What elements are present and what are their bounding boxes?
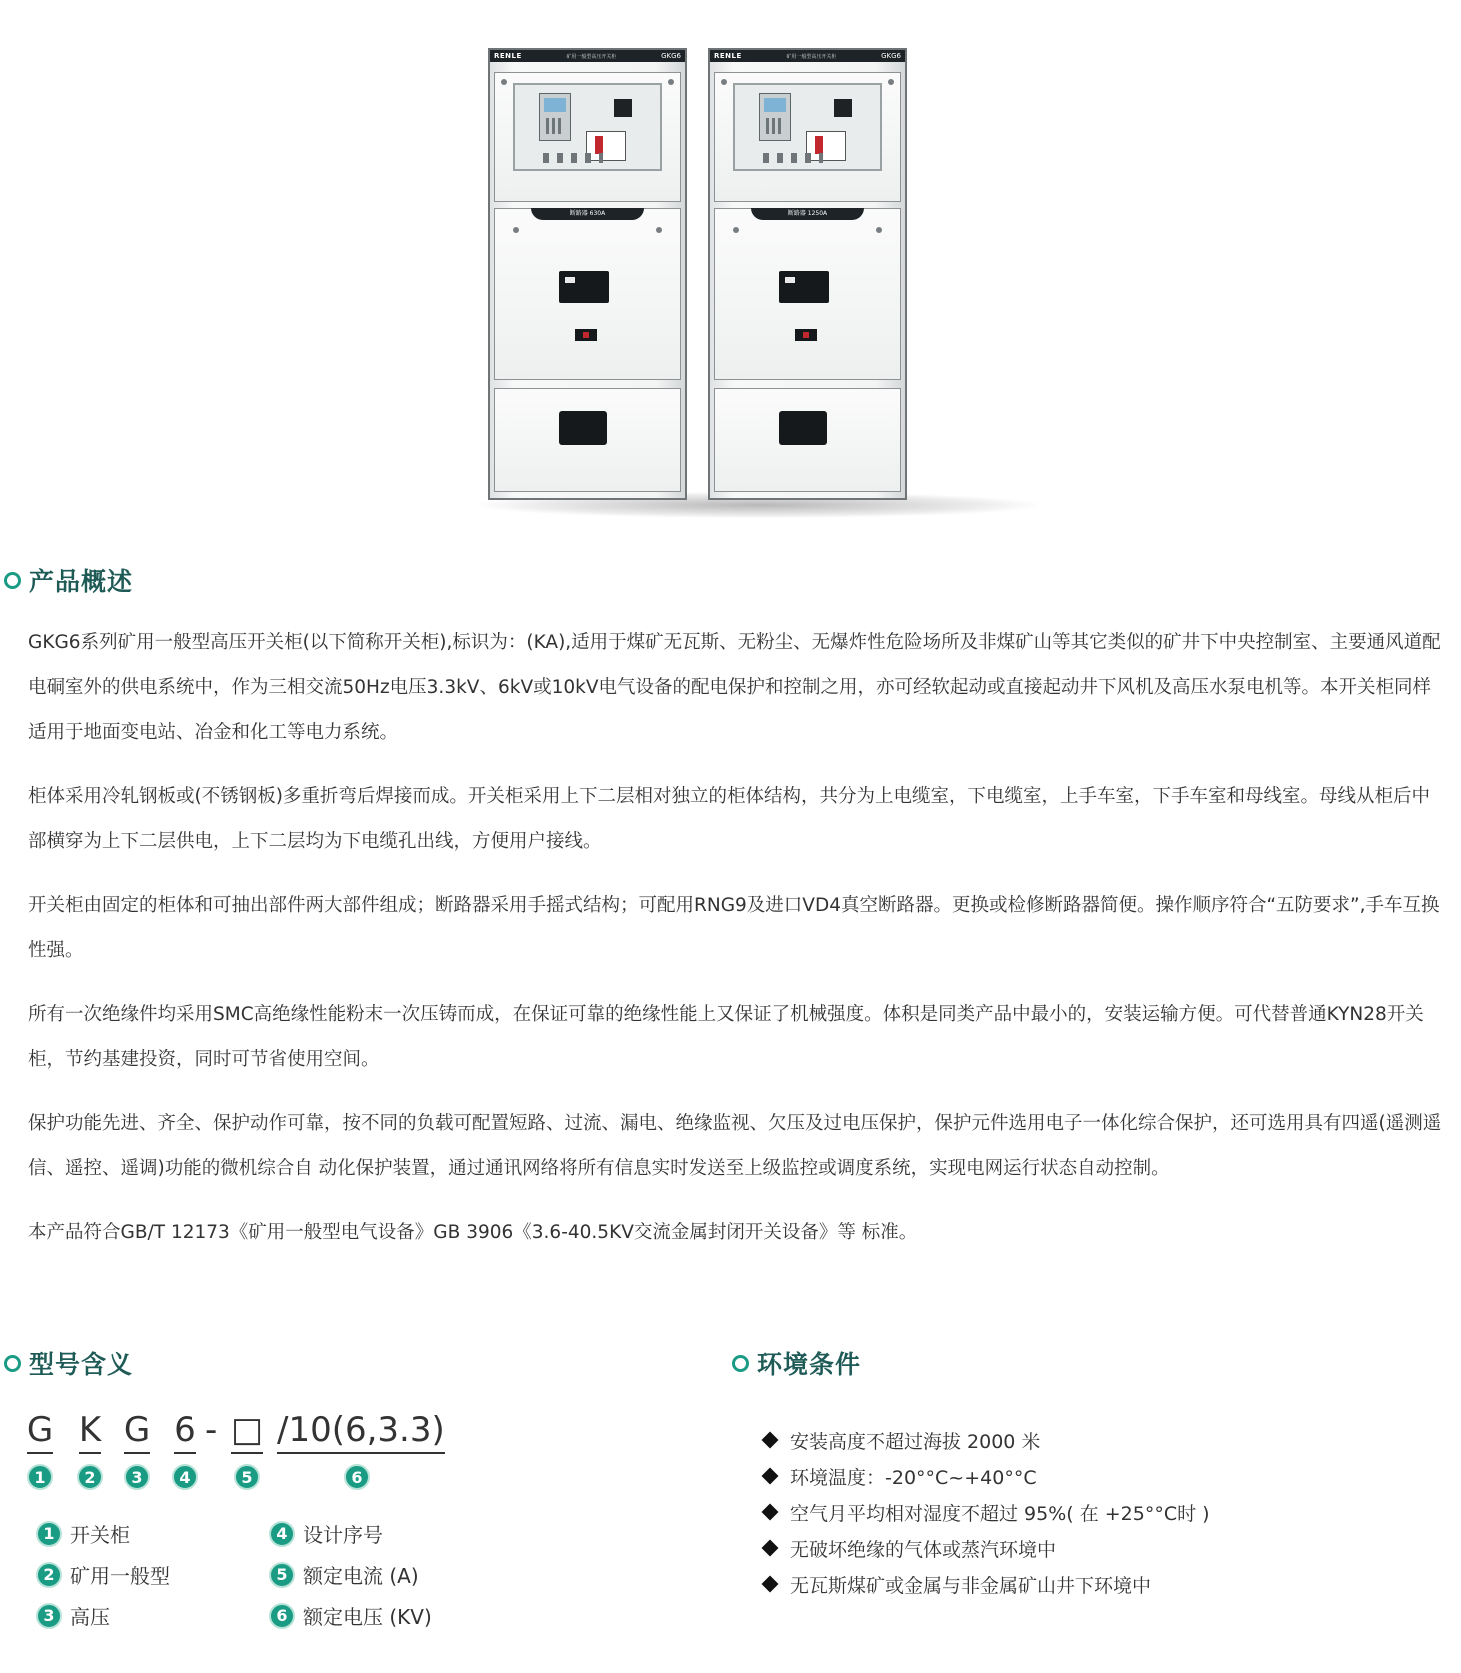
number-badge: 3 <box>124 1464 150 1490</box>
number-badge: 5 <box>269 1562 295 1588</box>
environment-text: 安装高度不超过海拔 2000 米 <box>790 1430 1041 1453</box>
control-switches-icon <box>763 153 823 163</box>
legend-item <box>36 1554 170 1595</box>
indicator-icon <box>614 99 632 117</box>
breaker-label: 断路器 1250A <box>751 208 864 220</box>
overview-paragraph: 开关柜由固定的柜体和可抽出部件两大部件组成；断路器采用手摇式结构；可配用RNG9及进口VD4真空断路器。更换或检修断路器简便。操作顺序符合“五防要求”,手车互换性强。 <box>28 895 1440 961</box>
environment-text: 无瓦斯煤矿或金属与非金属矿山井下环境中 <box>790 1574 1152 1597</box>
number-badge: 4 <box>172 1464 198 1490</box>
code-char: /10(6,3.3) <box>277 1410 445 1454</box>
screw-icon <box>668 79 674 85</box>
protection-relay-icon <box>759 93 791 141</box>
diamond-bullet-icon <box>762 1432 779 1449</box>
number-badge: 2 <box>77 1464 103 1490</box>
warning-sign-icon <box>513 227 519 233</box>
legend-label: 开关柜 <box>70 1523 130 1547</box>
cabinet-header <box>710 50 905 62</box>
number-badge: 4 <box>269 1521 295 1547</box>
instrument-window <box>513 83 662 171</box>
breaker-compartment <box>714 208 901 380</box>
overview-heading <box>4 562 133 598</box>
model-legend-right <box>269 1513 432 1636</box>
cable-compartment <box>714 388 901 492</box>
environment-item <box>760 1494 1210 1530</box>
breaker-window-icon <box>779 271 829 303</box>
model-legend-left <box>36 1513 170 1636</box>
code-separator: - <box>205 1410 218 1450</box>
warning-sign-icon <box>733 227 739 233</box>
screw-icon <box>888 79 894 85</box>
code-part <box>277 1410 445 1490</box>
environment-item <box>760 1422 1210 1458</box>
screw-icon <box>721 79 727 85</box>
indicator-icon <box>834 99 852 117</box>
instrument-compartment <box>714 72 901 202</box>
bullet-dot-icon <box>4 572 21 589</box>
model-meaning-heading <box>4 1345 133 1381</box>
control-switches-icon <box>543 153 603 163</box>
code-char: K <box>79 1410 101 1454</box>
diamond-bullet-icon <box>762 1540 779 1557</box>
legend-label: 高压 <box>70 1605 110 1629</box>
section-title: 环境条件 <box>757 1350 862 1379</box>
legend-item <box>269 1554 432 1595</box>
breaker-switch-icon <box>575 329 597 341</box>
number-badge: 3 <box>36 1603 62 1629</box>
cabinet-title: 矿用一般型高压开关柜 <box>786 53 837 60</box>
switchgear-cabinet-right <box>708 48 907 500</box>
environment-heading <box>732 1345 861 1381</box>
environment-list <box>760 1422 1210 1602</box>
diamond-bullet-icon <box>762 1468 779 1485</box>
cabinet-header <box>490 50 685 62</box>
breaker-window-icon <box>559 271 609 303</box>
legend-label: 额定电流 (A) <box>303 1564 419 1588</box>
warning-sign-icon <box>656 227 662 233</box>
legend-label: 矿用一般型 <box>70 1564 170 1588</box>
environment-item <box>760 1458 1210 1494</box>
breaker-compartment <box>494 208 681 380</box>
protection-relay-icon <box>539 93 571 141</box>
section-title: 产品概述 <box>29 567 134 596</box>
section-title: 型号含义 <box>29 1350 134 1379</box>
number-badge: 1 <box>36 1521 62 1547</box>
environment-text: 空气月平均相对湿度不超过 95%( 在 +25°°C时 ) <box>790 1502 1210 1525</box>
code-char: G <box>27 1410 53 1454</box>
number-badge: 6 <box>269 1603 295 1629</box>
instrument-compartment <box>494 72 681 202</box>
bullet-dot-icon <box>732 1355 749 1372</box>
number-badge: 5 <box>234 1464 260 1490</box>
cabinet-brand: RENLE <box>494 52 522 60</box>
cabinet-model: GKG6 <box>661 52 681 60</box>
legend-label: 额定电压 (KV) <box>303 1605 432 1629</box>
overview-paragraph: GKG6系列矿用一般型高压开关柜(以下简称开关柜),标识为：(KA),适用于煤矿无瓦斯、无粉尘、无爆炸性危险场所及非煤矿山等其它类似的矿井下中央控制室、主要通风道配电硐室外的供电系统中，作为三相交流50Hz电压3.3kV、6kV或10kV电气设备的配电保护和控制之用，亦可经软起动或直接起动井下风机及高压水泵电机等。本开关柜同样适用于地面变电站、冶金和化工等电力系统。 <box>28 632 1441 743</box>
cable-window-icon <box>779 411 827 445</box>
overview-body <box>28 620 1448 1274</box>
diamond-bullet-icon <box>762 1504 779 1521</box>
code-part <box>25 1410 55 1490</box>
product-image <box>488 40 1028 510</box>
code-part <box>75 1410 105 1490</box>
code-part <box>229 1410 265 1490</box>
legend-item <box>269 1595 432 1636</box>
code-char: G <box>124 1410 150 1454</box>
cabinet-title: 矿用一般型高压开关柜 <box>566 53 617 60</box>
environment-item <box>760 1530 1210 1566</box>
legend-item <box>36 1513 170 1554</box>
breaker-label: 断路器 630A <box>531 208 644 220</box>
cable-compartment <box>494 388 681 492</box>
environment-text: 无破坏绝缘的气体或蒸汽环境中 <box>790 1538 1057 1561</box>
code-part <box>170 1410 200 1490</box>
breaker-switch-icon <box>795 329 817 341</box>
cabinet-model: GKG6 <box>881 52 901 60</box>
cable-window-icon <box>559 411 607 445</box>
bullet-dot-icon <box>4 1355 21 1372</box>
code-char: 6 <box>174 1410 196 1454</box>
legend-label: 设计序号 <box>303 1523 383 1547</box>
diamond-bullet-icon <box>762 1576 779 1593</box>
overview-paragraph: 本产品符合GB/T 12173《矿用一般型电气设备》GB 3906《3.6-40.5KV交流金属封闭开关设备》等 标准。 <box>28 1222 918 1243</box>
number-badge: 1 <box>27 1464 53 1490</box>
switchgear-cabinet-left <box>488 48 687 500</box>
overview-paragraph: 所有一次绝缘件均采用SMC高绝缘性能粉末一次压铸而成，在保证可靠的绝缘性能上又保证了机械强度。体积是同类产品中最小的，安装运输方便。可代替普通KYN28开关柜，节约基建投资，同时可节省使用空间。 <box>28 1004 1424 1070</box>
number-badge: 6 <box>344 1464 370 1490</box>
instrument-window <box>733 83 882 171</box>
legend-item <box>36 1595 170 1636</box>
environment-text: 环境温度：-20°°C~+40°°C <box>790 1466 1037 1489</box>
environment-item <box>760 1566 1210 1602</box>
overview-paragraph: 保护功能先进、齐全、保护动作可靠，按不同的负载可配置短路、过流、漏电、绝缘监视、欠压及过电压保护，保护元件选用电子一体化综合保护，还可选用具有四遥(遥测遥信、遥控、遥调)功能的微机综合自 动化保护装置，通过通讯网络将所有信息实时发送至上级监控或调度系统，实现电网运行状态自动控制。 <box>28 1113 1442 1179</box>
overview-paragraph: 柜体采用冷轧钢板或(不锈钢板)多重折弯后焊接而成。开关柜采用上下二层相对独立的柜体结构，共分为上电缆室，下电缆室，上手车室，下手车室和母线室。母线从柜后中部横穿为上下二层供电，上下二层均为下电缆孔出线，方便用户接线。 <box>28 786 1430 852</box>
legend-item <box>269 1513 432 1554</box>
code-part <box>122 1410 152 1490</box>
warning-sign-icon <box>876 227 882 233</box>
number-badge: 2 <box>36 1562 62 1588</box>
screw-icon <box>501 79 507 85</box>
cabinet-brand: RENLE <box>714 52 742 60</box>
code-char: □ <box>231 1410 263 1454</box>
